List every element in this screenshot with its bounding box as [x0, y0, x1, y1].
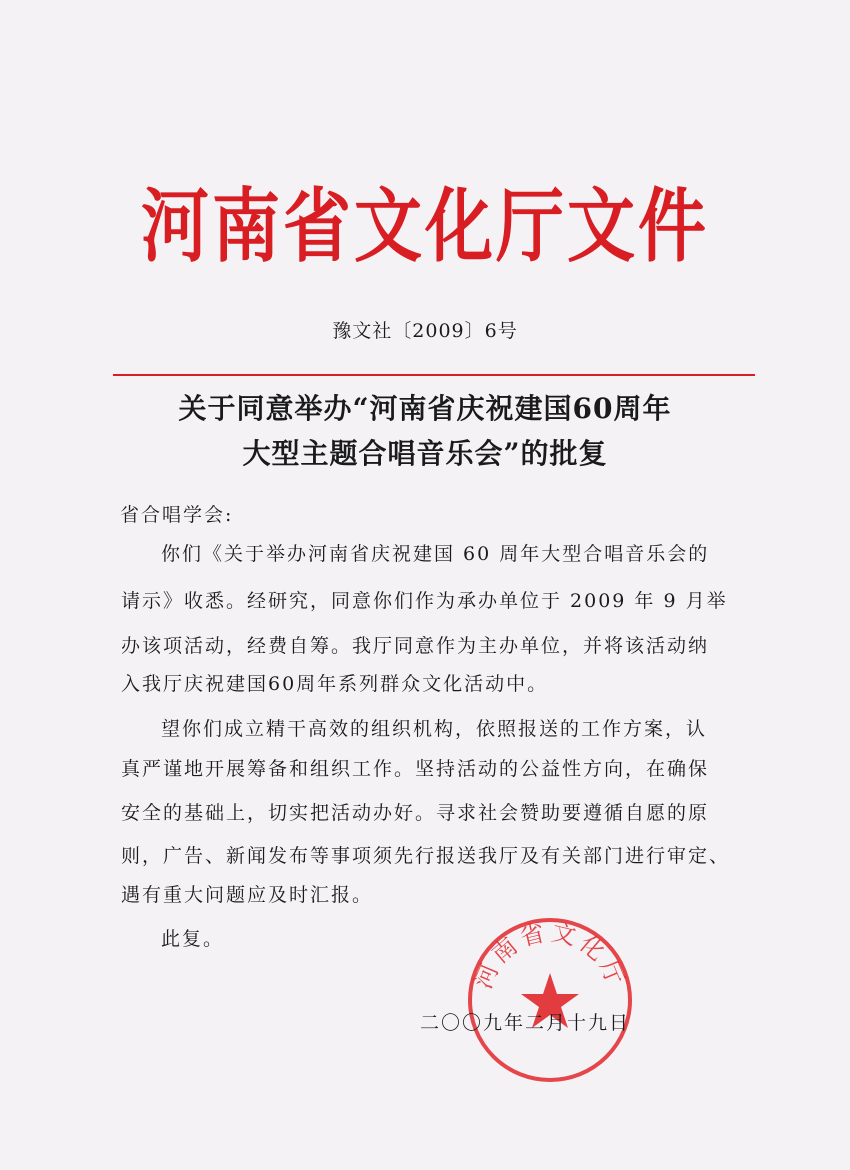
document-title-line-1: 关于同意举办“河南省庆祝建国60周年: [178, 392, 672, 425]
paragraph-2-line-5: 遇有重大问题应及时汇报。: [121, 884, 374, 906]
paragraph-2-line-1: 望你们成立精干高效的组织机构，依照报送的工作方案，认: [161, 718, 708, 740]
red-divider-line: [113, 374, 755, 376]
paragraph-1-line-2: 请示》收悉。经研究，同意你们作为承办单位于 2009 年 9 月举: [121, 590, 728, 612]
official-seal-icon: [465, 915, 635, 1085]
paragraph-1-line-3: 办该项活动，经费自筹。我厅同意作为主办单位，并将该活动纳: [121, 635, 710, 657]
recipient-line: 省合唱学会:: [120, 504, 234, 526]
paragraph-2-line-4: 则，广告、新闻发布等事项须先行报送我厅及有关部门进行审定、: [121, 845, 731, 867]
seal-text: 河南省文化厅: [469, 918, 631, 993]
paragraph-2-line-2: 真严谨地开展筹备和组织工作。坚持活动的公益性方向，在确保: [121, 758, 710, 780]
paragraph-2-line-3: 安全的基础上，切实把活动办好。寻求社会赞助要遵循自愿的原: [121, 802, 710, 824]
paragraph-1-line-1: 你们《关于举办河南省庆祝建国 60 周年大型合唱音乐会的: [161, 543, 710, 565]
closing-line: 此复。: [161, 928, 225, 950]
document-title-line-2: 大型主题合唱音乐会”的批复: [242, 437, 608, 470]
masthead-title: 河南省文化厅文件: [140, 180, 709, 275]
document-number: 豫文社〔2009〕6号: [332, 320, 518, 342]
paragraph-1-line-4: 入我厅庆祝建国60周年系列群众文化活动中。: [121, 673, 549, 695]
issue-date: 二〇〇九年二月十九日: [420, 1012, 631, 1034]
